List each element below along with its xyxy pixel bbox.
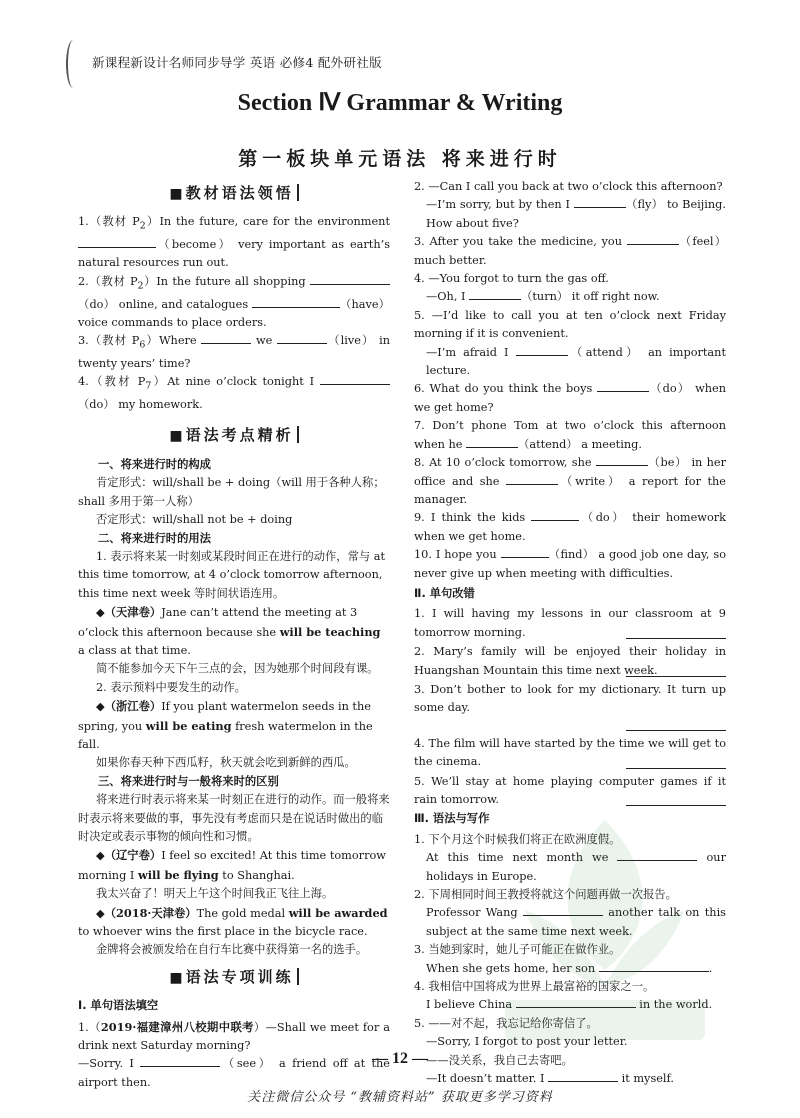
example-translation: 金牌将会被颁发给在自行车比赛中获得第一名的选手。 bbox=[96, 943, 368, 957]
exercise-item: 1. I will having my lessons in our classroom at 9 tomorrow morning. bbox=[414, 607, 726, 639]
left-column bbox=[78, 178, 390, 1092]
grammar-text: 2. 表示预料中要发生的动作。 bbox=[96, 680, 246, 694]
example-sentence: ◆（天津卷）Jane can’t attend the meeting at 3 o’clock this afternoon because she will be teaching a class at that time. bbox=[78, 605, 381, 657]
exercise-item: 2.（教材 $P_2)In$ the future all shopping （do） online, and catalogues （have） voice commands to place orders. bbox=[78, 274, 390, 329]
exercise-item: 1. 下个月这个时候我们将正在欧洲度假。 bbox=[414, 832, 621, 846]
section-heading-1: ■教材语法领悟 bbox=[78, 184, 390, 203]
exercise-item: 1.（2019·福建漳州八校期中联考）—Shall we meet for a drink next Saturday morning? bbox=[78, 1019, 390, 1053]
exercise-item: 3. 当她到家时，她儿子可能正在做作业。 bbox=[414, 943, 621, 957]
section-heading-3: ■语法专项训练 bbox=[78, 968, 390, 987]
book-header: 新课程新设计名师同步导学 英语 必修4 配外研社版 bbox=[92, 55, 382, 70]
bookmark-icon: ■ bbox=[169, 969, 186, 986]
grammar-text: 将来进行时表示将来某一时刻正在进行的动作。而一般将来时表示将来要做的事，事先没有考虑而只是在说话时做出的临时决定或表示事物的倾向性和习惯。 bbox=[78, 793, 390, 843]
exercise-group-title: Ⅰ. 单句语法填空 bbox=[78, 999, 159, 1013]
exercise-item: I believe China in the world. bbox=[426, 998, 713, 1012]
exercise-group-title: Ⅱ. 单句改错 bbox=[414, 586, 475, 600]
grammar-text: 肯定形式：will/shall be + doing（will 用于各种人称；shall 多用于第一人称） bbox=[78, 476, 385, 508]
exercise-item: 5. ——对不起，我忘记给你寄信了。 bbox=[414, 1016, 598, 1030]
exercise-item: —Sorry. I （see） a friend off at the airport then. bbox=[78, 1057, 390, 1089]
example-translation: 如果你春天种下西瓜籽，秋天就会吃到新鲜的西瓜。 bbox=[96, 756, 356, 770]
example-sentence: ◆（2018·天津卷）The gold medal will be awarded to whoever wins the first place in the bicycle race. bbox=[78, 905, 388, 939]
page-number: — 12 — bbox=[372, 1050, 428, 1067]
page-subtitle: 第一板块单元语法 将来进行时 bbox=[238, 148, 562, 170]
exercise-item: 3. Don’t bother to look for my dictionary. It turn up some day. bbox=[414, 682, 726, 715]
exercise-item: At this time next month we our holidays in Europe. bbox=[426, 851, 726, 883]
grammar-subheading: 一、将来进行时的构成 bbox=[98, 457, 211, 471]
exercise-item: 1.（教材 $P_2)In$ the future, care for the environment （become） very important as earth’s natural resources run out. bbox=[78, 215, 390, 270]
page-footer: 关注微信公众号 “教辅资料站” 获取更多学习资料 bbox=[247, 1090, 553, 1105]
exercise-item: 8. At 10 o’clock tomorrow, she （be） in her office and she （write） a report for the manager. bbox=[414, 456, 726, 506]
example-translation: 我太兴奋了！明天上午这个时间我正飞往上海。 bbox=[96, 887, 334, 901]
header-bracket bbox=[66, 40, 80, 88]
exercise-item: 3.（教材 $P_6)Where$ we （live） in twenty years’ time? bbox=[78, 334, 390, 370]
exercise-item: 2. 下周相同时间王教授将就这个问题再做一次报告。 bbox=[414, 888, 677, 902]
grammar-text: 1. 表示将来某一时刻或某段时间正在进行的动作，常与 at this time tomorrow, at 4 o’clock tomorrow afternoon, this time next week 等时间状语连用。 bbox=[78, 549, 386, 600]
bookmark-icon: ■ bbox=[169, 186, 186, 202]
page-title: Section Ⅳ Grammar & Writing bbox=[237, 90, 563, 116]
exercise-item: 6. What do you think the boys （do） when we get home? bbox=[414, 382, 727, 414]
right-column bbox=[414, 178, 726, 1089]
grammar-subheading: 三、将来进行时与一般将来时的区别 bbox=[98, 774, 279, 788]
exercise-item: 7. Don’t phone Tom at two o’clock this afternoon when he （attend） a meeting. bbox=[414, 419, 726, 451]
exercise-group-title: Ⅲ. 语法与写作 bbox=[414, 812, 490, 826]
exercise-item: 9. I think the kids （do） their homework when we get home. bbox=[414, 511, 727, 543]
exercise-item: 4. The film will have started by the time we will get to the cinema. bbox=[414, 736, 726, 769]
exercise-item: When she gets home, her son . bbox=[426, 961, 713, 975]
exercise-item: 4.（教材 $P_7)At$ nine o’clock tonight I （do） my homework. bbox=[78, 373, 390, 414]
exercise-item: 5. We’ll stay at home playing computer games if it rain tomorrow. bbox=[414, 774, 726, 806]
exercise-item: 3. After you take the medicine, you （feel） much better. bbox=[414, 235, 727, 267]
exercise-item: 5. —I’d like to call you at ten o’clock next Friday morning if it is convenient. bbox=[414, 308, 726, 341]
exercise-item: ——没关系，我自己去寄吧。 bbox=[426, 1053, 573, 1067]
section-heading-2: ■语法考点精析 bbox=[78, 426, 390, 445]
example-sentence: ◆（浙江卷）If you plant watermelon seeds in the spring, you will be eating fresh watermelon in the fall. bbox=[78, 699, 373, 751]
exercise-item: 4. 我相信中国将成为世界上最富裕的国家之一。 bbox=[414, 980, 655, 994]
exercise-item: 2. Mary’s family will be enjoyed their holiday in Huangshan Mountain this time next week. bbox=[414, 645, 726, 677]
exercise-item: —It doesn’t matter. I it myself. bbox=[426, 1072, 674, 1086]
bookmark-icon: ■ bbox=[169, 428, 186, 445]
exercise-item: 2. —Can I call you back at two o’clock this afternoon? bbox=[414, 180, 723, 193]
example-sentence: ◆（辽宁卷）I feel so excited! At this time tomorrow morning I will be flying to Shanghai. bbox=[78, 848, 386, 882]
exercise-item: —I’m afraid I （attend） an important lecture. bbox=[426, 345, 726, 378]
grammar-text: 否定形式：will/shall not be + doing bbox=[96, 513, 293, 527]
exercise-item: 10. I hope you （find） a good job one day, so never give up when meeting with difficulties. bbox=[414, 548, 726, 580]
exercise-item: —Sorry, I forgot to post your letter. bbox=[426, 1035, 628, 1049]
exercise-item: —Oh, I （turn） it off right now. bbox=[426, 290, 660, 304]
exercise-item: Professor Wang another talk on this subject at the same time next week. bbox=[426, 906, 726, 938]
exercise-item: 4. —You forgot to turn the gas off. bbox=[414, 272, 609, 286]
example-translation: 简不能参加今天下午三点的会，因为她那个时间段有课。 bbox=[96, 662, 379, 676]
grammar-subheading: 二、将来进行时的用法 bbox=[98, 531, 211, 545]
exercise-item: —I’m sorry, but by then I （fly） to Beijing. How about five? bbox=[426, 198, 726, 230]
